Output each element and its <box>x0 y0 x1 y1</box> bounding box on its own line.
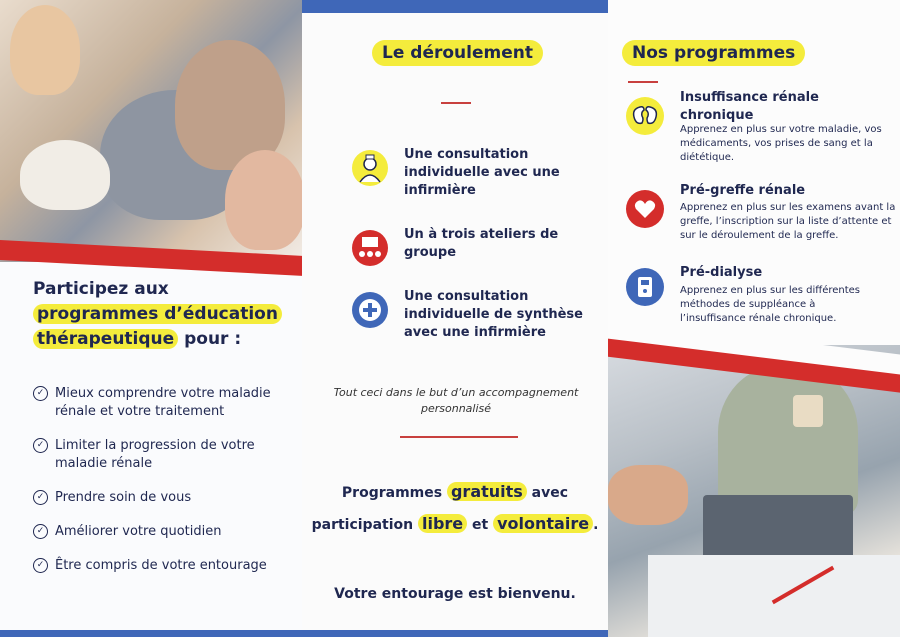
benefit-text: Mieux comprendre votre maladie rénale et votre traitement <box>55 386 271 419</box>
benefits-list <box>33 385 295 591</box>
program-desc: Apprenez en plus sur les examens avant la greffe, l’inscription sur la liste d’attente et sur le déroulement de la greffe. <box>680 202 896 241</box>
photo-figure <box>718 365 858 515</box>
program-desc: Apprenez en plus sur les différentes méthodes de suppléance à l’insuffisance rénale chronique. <box>680 285 861 324</box>
intro-heading <box>33 277 293 352</box>
free-programs-line <box>302 482 608 501</box>
transplant-icon <box>626 190 664 228</box>
benefit-text: Limiter la progression de votre maladie rénale <box>55 438 255 471</box>
step-text: Une consultation individuelle de synthèse avec une infirmière <box>404 289 583 340</box>
photo-document <box>20 140 110 210</box>
section-title-deroulement: Le déroulement <box>372 40 543 66</box>
bottom-bar <box>0 630 302 637</box>
intro-highlight-1: programmes d’éducation <box>33 304 282 324</box>
red-divider <box>441 102 471 104</box>
highlight-gratuits: gratuits <box>447 482 527 501</box>
prog-text: participation <box>311 517 418 533</box>
program-title: Pré-dialyse <box>680 265 763 280</box>
benefit-item <box>33 523 295 541</box>
prog-text: avec <box>526 485 569 501</box>
section-title-programmes: Nos programmes <box>622 40 805 66</box>
prog-text: et <box>467 517 494 533</box>
photo-cup <box>793 395 823 427</box>
program-title: Pré-greffe rénale <box>680 183 806 198</box>
participation-line <box>302 514 608 533</box>
check-circle-icon: ✓ <box>33 438 48 453</box>
bottom-bar <box>302 630 608 637</box>
intro-line-1: Participez aux <box>33 279 169 299</box>
benefit-item <box>33 489 295 507</box>
intro-highlight-2: thérapeutique <box>33 329 178 349</box>
check-circle-icon: ✓ <box>33 490 48 505</box>
photo-table <box>648 555 900 637</box>
red-divider <box>628 81 658 83</box>
step-text: Un à trois ateliers de groupe <box>404 227 559 260</box>
benefit-text: Améliorer votre quotidien <box>55 524 222 539</box>
right-panel <box>608 0 900 637</box>
photo-hand <box>608 465 688 525</box>
closing-line: Votre entourage est bienvenu. <box>334 586 576 602</box>
synthesis-consultation-icon <box>352 292 388 328</box>
prog-text: . <box>593 517 599 533</box>
meeting-photo <box>608 345 900 637</box>
photo-figure <box>10 5 80 95</box>
prog-text: Programmes <box>341 485 447 501</box>
middle-panel <box>302 0 608 637</box>
group-photo <box>0 0 302 262</box>
photo-figure <box>225 150 302 250</box>
benefit-text: Prendre soin de vous <box>55 490 192 505</box>
program-desc: Apprenez en plus sur votre maladie, vos médicaments, vos prises de sang et la diététique. <box>680 124 882 163</box>
benefit-item <box>33 385 295 421</box>
step-text: Une consultation individuelle avec une infirmière <box>404 147 560 198</box>
top-bar <box>302 0 608 13</box>
intro-after: pour : <box>178 329 242 349</box>
benefit-item <box>33 437 295 473</box>
benefit-item <box>33 557 295 575</box>
nurse-icon <box>352 150 388 186</box>
check-circle-icon: ✓ <box>33 524 48 539</box>
left-panel <box>0 0 302 637</box>
benefit-text: Être compris de votre entourage <box>55 558 267 573</box>
program-title: Insuffisance rénale chronique <box>680 90 819 123</box>
kidney-icon <box>626 97 664 135</box>
highlight-libre: libre <box>418 514 467 533</box>
red-divider <box>400 436 518 438</box>
check-circle-icon: ✓ <box>33 558 48 573</box>
group-workshop-icon <box>352 230 388 266</box>
dialysis-icon <box>626 268 664 306</box>
check-circle-icon: ✓ <box>33 386 48 401</box>
personalized-note: Tout ceci dans le but d’un accompagnement personnalisé <box>333 386 579 415</box>
highlight-volontaire: volontaire <box>493 514 593 533</box>
